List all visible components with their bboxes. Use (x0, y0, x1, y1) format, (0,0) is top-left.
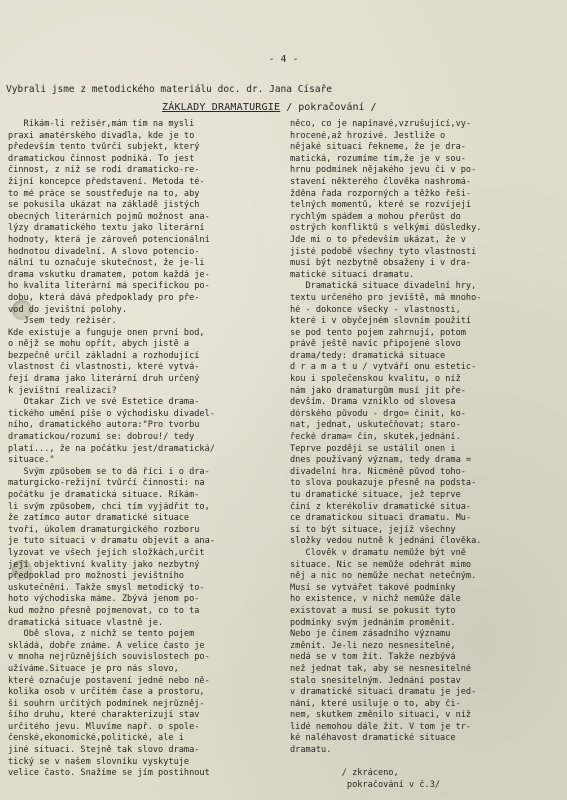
text-line: tu dramatické situace, jež teprve (290, 490, 461, 500)
text-line (290, 757, 562, 769)
text-line: matická, rozumíme tím,že je v sou- (290, 153, 466, 164)
text-line: nální tu označuje skutečnost, že je-li (8, 258, 205, 269)
text-line: se pod tento pojem zahrnují, potom (290, 327, 466, 338)
text-line: devším. Drama vzniklo od slovesa (290, 397, 456, 408)
text-line: ního, dramatického autora:"Pro tvorbu (8, 420, 200, 431)
text-line: dórského původu - drgo= činit, ko- (290, 408, 466, 419)
text-line: kolika osob v určitém čase a prostoru, (8, 687, 205, 698)
text-line: užíváme.Situace je pro nás slovo, (8, 663, 179, 674)
text-line: ostrých konfliktů s velkými důsledky. (290, 223, 482, 234)
text-line: nedá se v tom žít. Takže nezbývá (290, 652, 456, 663)
text-line: změnit. Je-li nezo nesnesitelné, (290, 640, 456, 651)
text-line: textu určeného pro jeviště, má mnoho- (290, 292, 482, 303)
text-line: lyzovat ve všech jejích složkách,určit (8, 547, 205, 558)
text-line: šího druhu, které charakterizují stav (8, 710, 200, 721)
text-line: maturgicko-režijní tvůrčí činnosti: na (8, 478, 205, 489)
text-line: Obě slova, z nichž se tento pojem (8, 629, 195, 640)
text-line: složky vedou nutně k jednání člověka. (290, 536, 482, 547)
text-line: dramatickou/rozumí se: dobrou!/ tedy (8, 432, 195, 443)
text-line: Říkám-li režisér,mám tím na mysli (8, 119, 195, 129)
text-line: nějaké situaci řekneme, že je dra- (290, 142, 466, 153)
text-line: situace." (8, 455, 55, 466)
text-line: činnost, z níž se rodí dramaticko-re- (8, 165, 200, 176)
text-line: vlastnost či vlastnosti, které vytvá- (8, 362, 200, 373)
text-line: jisté podobě všechny tyto vlastnosti (290, 246, 477, 257)
text-line: že zatímco autor dramatické situace (8, 513, 190, 524)
text-line: ce dramatickou situaci dramatu. Mu- (290, 513, 472, 524)
left-column (8, 119, 284, 780)
text-line: než jednat tak, aby se nesnesitelné (290, 663, 472, 674)
text-line: dobu, která dává předpoklady pro pře- (8, 292, 200, 303)
text-line: v mnoha nejrůznějších souvislostech po- (8, 652, 210, 663)
text-line: hé - dokonce všecky - vlastnosti, (290, 304, 461, 315)
text-line: lidé nemohou dále žít. V tom je tr- (290, 721, 472, 732)
text-line: stavení některého člověka nashromá- (290, 176, 472, 187)
text-line: kou i společenskou kvalitu, o níž (290, 374, 461, 385)
text-line: dramatickou činnost podniká. To jest (8, 153, 195, 164)
text-line: o nějž se mohu opřít, abych jistě a (8, 339, 190, 350)
text-line: k jevištní realizaci? (8, 385, 117, 396)
text-line: počátku je dramatická situace. Říkám- (8, 490, 200, 500)
text-line: Člověk v dramatu nemůže být vně (290, 547, 466, 558)
text-line: ké naléhavost dramatické situace (290, 733, 456, 744)
text-line: její objektivní kvality jako nezbytný (8, 559, 200, 570)
text-line: drama/tedy: dramatická situace (290, 350, 446, 361)
text-line: Otakar Zich ve své Estetice drama- (8, 397, 200, 408)
text-line: něco, co je napínavé,vzrušující,vy- (290, 119, 472, 129)
text-line: určitého jevu. Mluvíme např. o spole- (8, 721, 200, 732)
article-title (162, 102, 377, 113)
text-line: nání, které usiluje o to, aby či- (290, 698, 461, 709)
text-line: situace. Nic se nemůže odehrát mimo (290, 559, 472, 570)
text-line: hodnoty, která je zároveň potencionální (8, 234, 210, 245)
text-line: ho existence, v nichž nemůže dále (290, 594, 461, 605)
text-line: telných momentů, které se rozvíjejí (290, 200, 472, 211)
text-line: předpoklad pro možnosti jevištního (8, 571, 184, 582)
text-line: Nebo je činem zásadního významu (290, 629, 451, 640)
text-line: dramatu. (290, 745, 332, 756)
text-line: drama vskutku dramatem, potom každá je- (8, 269, 210, 280)
text-line: pokračování v č.3/ (290, 779, 441, 790)
text-line: / zkráceno, (290, 768, 399, 779)
text-line: činí z kterékoliv dramatické situa- (290, 501, 472, 512)
text-line: to mé práce se soustřeďuje na to, aby (8, 188, 200, 199)
text-line: kud možno přesně pojmenovat, co to ta (8, 605, 200, 616)
text-line: musí být nezbytně obsaženy i v dra- (290, 258, 472, 269)
text-line: Teprve později se ustálil onen i (290, 443, 456, 454)
intro-line: Vybrali jsme z metodického materiálu doc. dr. Jana Císaře (6, 84, 333, 95)
text-line: velice často. Snažíme se jím postihnout (8, 768, 210, 779)
text-line: právě ještě navíc připojené slovo (290, 339, 461, 350)
text-line: vod do jevištní polohy. (8, 304, 127, 315)
text-line: dramatická situace vlastně je. (8, 617, 164, 628)
text-line: řecké drama= čin, skutek,jednání. (290, 432, 461, 443)
text-line: se pokusila ukázat na základě jistých (8, 200, 200, 211)
text-line: praxi amatérského divadla, kde je to (8, 130, 195, 141)
text-line: tvoří, úkolem dramaturgického rozboru (8, 524, 200, 535)
text-line: existovat a musí se pokusit tyto (290, 605, 456, 616)
text-line: bezpečně určil základní a rozhodující (8, 350, 200, 361)
text-line: uskutečnění. Takže smysl metodický to- (8, 582, 205, 593)
text-line: Jsem tedy režisér. (8, 316, 117, 327)
text-line: jiné situaci. Stejně tak slovo drama- (8, 745, 200, 756)
text-line: čenské,ekonomické,politické, ale i (8, 733, 184, 744)
text-line: Musí se vytvářet takové podmínky (290, 582, 456, 593)
text-line: sí to být situace, jejíž všechny (290, 524, 456, 535)
right-column (290, 119, 562, 791)
text-line: nat, jednat, uskutečňovat; staro- (290, 420, 461, 431)
text-line: nám jako dramaturgům musí jít pře- (290, 385, 466, 396)
text-line: hrnu podmínek nějakého jevu či v po- (290, 165, 477, 176)
text-line: žijní koncepce představení. Metoda té- (8, 176, 205, 187)
text-line: ho kvalita literární má specifickou po- (8, 281, 210, 292)
page-number: - 4 - (268, 54, 299, 65)
text-line: stalo snesitelným. Jednání postav (290, 675, 461, 686)
text-line: divadelní hra. Nicméně původ toho- (290, 466, 466, 477)
text-line: rychlým spádem a mohou přerůst do (290, 211, 461, 222)
text-line: Kde existuje a funguje onen první bod, (8, 327, 205, 338)
title-main: ZÁKLADY DRAMATURGIE (162, 102, 281, 113)
text-line: to slova poukazuje přesně na podsta- (290, 478, 477, 489)
text-line: v dramatické situaci dramatu je jed- (290, 687, 477, 698)
text-line: li svým způsobem, chci tím vyjádřit to, (8, 501, 210, 512)
title-suffix: / pokračování / (280, 102, 377, 113)
text-line: dnes používaný význam, tedy drama = (290, 455, 472, 466)
text-line: d r a m a t u / vytváří onu estetic- (290, 362, 477, 373)
text-line: hoto východiska máme. Zbývá jenom po- (8, 594, 200, 605)
text-line: obecných literárních pojmů možnost ana- (8, 211, 210, 222)
text-line: ši souhrn určitých podmínek nejrůzněj- (8, 698, 205, 709)
text-line: řejí drama jako literární druh určený (8, 374, 200, 385)
text-line: něj a nic no nemůže nechat netečným. (290, 571, 477, 582)
text-line: lýzy dramatického textu jako literární (8, 223, 205, 234)
text-line: Dramatická situace divadelní hry, (290, 281, 477, 292)
text-line: matické situaci dramatu. (290, 269, 415, 280)
text-line: skládá, dobře známe. A velice často je (8, 640, 205, 651)
text-line: tického umění píše o východisku divadel- (8, 408, 215, 419)
text-line: které označuje postavení jedné nebo ně- (8, 675, 210, 686)
text-line: které i v obyčejném slovním použití (290, 316, 472, 327)
text-line: především tento tvůrčí subjekt, který (8, 142, 200, 153)
text-line: Svým způsobem se to dá říci i o dra- (8, 466, 210, 477)
text-line: tický se v našem slovníku vyskytuje (8, 756, 190, 767)
text-line: hrocené,až hrozivé. Jestliže o (290, 130, 446, 141)
text-line: je tuto situaci v dramatu objevit a ana- (8, 536, 215, 547)
text-line: nem, skutkem změnilo situaci, v níž (290, 710, 472, 721)
text-line: platí..., že na počátku jest/dramatická/ (8, 443, 215, 454)
text-line: hodnotou divadelní. A slovo potencio- (8, 246, 200, 257)
text-line: žděna řada rozporných a těžko řeši- (290, 188, 472, 199)
text-line: podmínky svým jednáním proměnit. (290, 617, 456, 628)
text-line: Jde mi o to především ukázat, že v (290, 234, 466, 245)
